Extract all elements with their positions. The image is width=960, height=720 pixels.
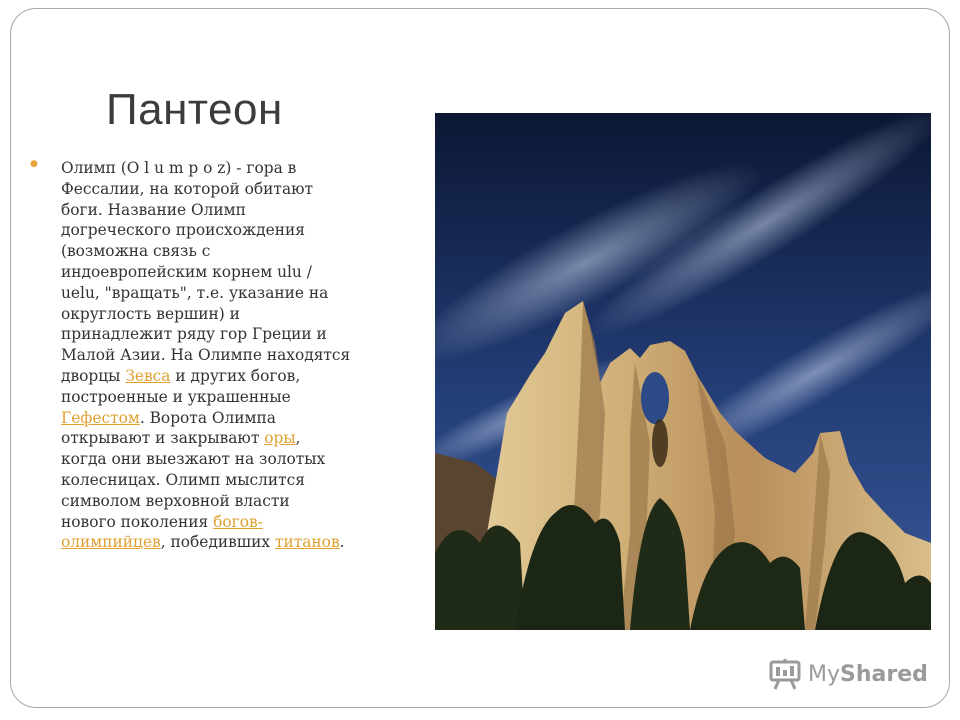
text-line [61,283,402,304]
bullet-icon: ● [30,159,38,169]
text-line [61,491,402,512]
wiki-link[interactable]: Гефестом [61,408,140,427]
text-line [61,179,402,200]
text-line [61,428,402,449]
text-run: символом верховной власти [61,491,290,510]
text-line [61,449,402,470]
text-line [61,262,402,283]
text-run: боги. Название Олимп [61,200,246,219]
text-line [61,200,402,221]
watermark-text: MyShared [808,661,928,687]
watermark-logo [768,656,928,692]
text-run: и других богов, [170,366,301,385]
text-run: uelu, "вращать", т.е. указание на [61,283,329,302]
text-run: , победивших [160,533,275,552]
text-run: индоевропейским корнем ulu / [61,262,312,281]
text-run: . [339,533,345,552]
text-line [61,532,402,553]
text-line [61,366,402,387]
presentation-board-icon [768,657,802,691]
text-run: дворцы [61,366,126,385]
text-run: колесницах. Олимп мыслится [61,470,305,489]
photo-illustration [435,113,931,630]
wiki-link[interactable]: олимпийцев [61,533,161,552]
text-run: построенные и украшенные [61,387,291,406]
wiki-link[interactable]: титанов [274,533,340,552]
slide-title: Пантеон [106,85,283,134]
text-run: догреческого происхождения [61,221,305,240]
text-line [61,324,402,345]
text-line [61,387,402,408]
text-run: нового поколения [61,512,214,531]
text-run: , [295,429,301,448]
wiki-link[interactable]: оры [264,429,296,448]
text-run: . Ворота Олимпа [139,408,276,427]
bullet-item [30,158,402,553]
text-line [61,304,402,325]
text-run: округлость вершин) и [61,304,240,323]
text-run: Олимп (O l u m p o z) - гора в [61,159,297,177]
text-run: когда они выезжают на золотых [61,450,326,469]
text-line [61,470,402,491]
text-run: Фессалии, на которой обитают [61,179,314,198]
text-run: открывают и закрывают [61,429,265,448]
text-line [61,345,402,366]
text-line [61,158,402,179]
text-run: (возможна связь с [61,242,211,261]
text-line [61,512,402,533]
text-run: Малой Азии. На Олимпе находятся [61,346,351,365]
text-line [61,241,402,262]
mountain-photo [435,113,931,630]
text-line [61,220,402,241]
bullet-text [61,158,402,553]
wiki-link[interactable]: Зевса [125,366,171,385]
text-line [61,408,402,429]
wiki-link[interactable]: богов- [213,512,263,531]
text-run: принадлежит ряду гор Греции и [61,325,327,344]
